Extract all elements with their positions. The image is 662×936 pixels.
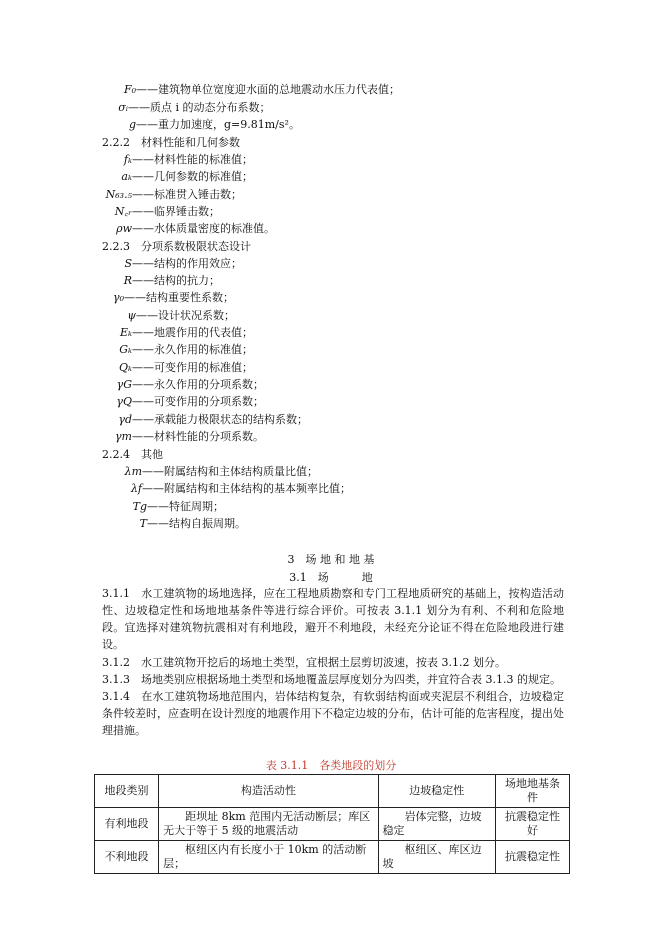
symbol-entry — [102, 257, 242, 271]
symbol-desc: ——特征周期； — [147, 500, 224, 513]
symbol-desc: ——标准贯入锤击数； — [132, 188, 242, 201]
table-cell: 枢纽区内有长度小于 10km 的活动断层； — [159, 841, 378, 874]
symbol-entry — [102, 430, 264, 444]
symbol: g — [128, 118, 136, 131]
symbol-desc: ——水体质量密度的标准值。 — [132, 222, 275, 235]
symbol: γQ — [116, 395, 132, 408]
symbol-desc: ——质点 i 的动态分布系数； — [128, 101, 271, 114]
symbol-desc: ——地震作用的代表值； — [132, 326, 253, 339]
symbol: aₖ — [121, 170, 132, 183]
symbol-desc: ——几何参数的标准值； — [132, 170, 253, 183]
symbol-desc: ——结构重要性系数； — [124, 291, 234, 304]
chapter-title: 3 场 地 和 地 基 — [287, 553, 375, 566]
symbol: R — [123, 274, 132, 287]
symbol-entry — [102, 465, 318, 479]
symbol-entry — [102, 205, 220, 219]
table-header-row — [95, 775, 570, 808]
section-heading: 2.2.3 分项系数极限状态设计 — [102, 240, 251, 253]
land-segment-table — [94, 774, 570, 874]
symbol: Eₖ — [119, 326, 132, 339]
section-heading: 2.2.4 其他 — [102, 448, 163, 461]
symbol-desc: ——材料性能的分项系数。 — [132, 430, 264, 443]
table-cell: 不利地段 — [95, 841, 159, 874]
symbol-desc: ——结构的作用效应； — [132, 257, 242, 270]
symbol-entry — [102, 500, 224, 514]
table-cell: 距坝址 8km 范围内无活动断层；库区无大于等于 5 级的地震活动 — [159, 808, 378, 841]
symbol: T — [139, 517, 147, 530]
table-caption: 表 3.1.1 各类地段的划分 — [265, 759, 397, 772]
symbol-desc: ——结构自振周期。 — [147, 517, 246, 530]
symbol: Qₖ — [118, 361, 132, 374]
paragraph-3-1-4: 3.1.4 在水工建筑物场地范围内，岩体结构复杂，有软弱结构面或夹泥层不利组合，边坡稳定条件较差时，应查明在设计烈度的地震作用下不稳定边坡的分布，估计可能的危害程度，提出处理措施。 — [102, 690, 564, 737]
table-cell: 枢纽区、库区边坡 — [378, 841, 495, 874]
symbol-desc: ——建筑物单位宽度迎水面的总地震动水压力代表值； — [136, 83, 400, 96]
symbol-entry — [102, 378, 264, 392]
symbol: Tg — [132, 500, 147, 513]
symbol: F₀ — [123, 83, 136, 96]
paragraph-3-1-3: 3.1.3 场地类别应根据场地土类型和场地覆盖层厚度划分为四类，并宜符合表 3.1.3 的规定。 — [102, 673, 561, 686]
symbol: γG — [116, 378, 132, 391]
symbol-desc: ——结构的抗力； — [132, 274, 220, 287]
symbol-desc: ——永久作用的标准值； — [132, 343, 253, 356]
section-title: 3.1 场 地 — [289, 571, 373, 584]
symbol-desc: ——永久作用的分项系数； — [132, 378, 264, 391]
symbol: ρw — [116, 222, 132, 235]
symbol-entry — [102, 395, 264, 409]
header-cell: 场地地基条件 — [496, 775, 570, 808]
symbol-entry — [102, 361, 253, 375]
section-heading: 2.2.2 材料性能和几何参数 — [102, 136, 240, 149]
symbol-entry — [102, 326, 253, 340]
symbol: σᵢ — [118, 101, 128, 114]
symbol: λm — [124, 465, 142, 478]
symbol-desc: ——可变作用的分项系数； — [132, 395, 264, 408]
symbol: γ₀ — [113, 291, 124, 304]
symbol: N꜀ᵣ — [114, 205, 132, 218]
symbol: γd — [118, 413, 132, 426]
table-cell: 抗震稳定性 — [496, 841, 570, 874]
table-cell: 岩体完整，边坡稳定 — [378, 808, 495, 841]
symbol: fₖ — [123, 153, 132, 166]
table-cell: 抗震稳定性好 — [496, 808, 570, 841]
symbol-desc: ——可变作用的标准值； — [132, 361, 253, 374]
symbol-entry — [102, 101, 271, 115]
symbol: N₆₃.₅ — [105, 188, 132, 201]
symbol-entry — [102, 153, 253, 167]
symbol: γm — [114, 430, 132, 443]
symbol-desc: ——设计状况系数； — [136, 309, 235, 322]
table-row — [95, 841, 570, 874]
paragraph-3-1-2: 3.1.2 水工建筑物开挖后的场地土类型，宜根据土层剪切波速，按表 3.1.2 划分。 — [102, 656, 506, 669]
symbol-entry — [102, 343, 253, 357]
symbol-entry — [102, 309, 235, 323]
symbol-entry — [102, 482, 351, 496]
symbol-desc: ——承载能力极限状态的结构系数； — [132, 413, 308, 426]
header-cell: 构造活动性 — [159, 775, 378, 808]
table-row — [95, 808, 570, 841]
symbol: S — [124, 257, 132, 270]
symbol: λf — [130, 482, 142, 495]
symbol-entry — [102, 517, 246, 531]
symbol-desc: ——重力加速度，g=9.81m/s²。 — [136, 118, 300, 131]
table-cell: 有利地段 — [95, 808, 159, 841]
symbol-entry — [102, 222, 275, 236]
header-cell: 地段类别 — [95, 775, 159, 808]
symbol: ψ — [127, 309, 136, 322]
symbol-desc: ——附属结构和主体结构的基本频率比值； — [142, 482, 351, 495]
symbol-desc: ——材料性能的标准值； — [132, 153, 253, 166]
symbol-entry — [102, 291, 234, 305]
header-cell: 边坡稳定性 — [378, 775, 495, 808]
symbol-entry — [102, 274, 220, 288]
symbol-entry — [102, 170, 253, 184]
symbol-desc: ——临界锤击数； — [132, 205, 220, 218]
paragraph-3-1-1: 3.1.1 水工建筑物的场地选择，应在工程地质勘察和专门工程地质研究的基础上，按构造活动性、边坡稳定性和场地地基条件等进行综合评价。可按表 3.1.1 划分为有利、不利和危险地段。宜选择对建筑物抗震相对有利地段，避开不利地段，未经充分论证不得在危险地段进行建设。 — [102, 587, 564, 651]
symbol-entry — [102, 83, 400, 97]
symbol-entry — [102, 118, 300, 132]
symbol-desc: ——附属结构和主体结构质量比值； — [142, 465, 318, 478]
symbol-entry — [102, 188, 242, 202]
symbol-entry — [102, 413, 308, 427]
symbol: Gₖ — [119, 343, 132, 356]
